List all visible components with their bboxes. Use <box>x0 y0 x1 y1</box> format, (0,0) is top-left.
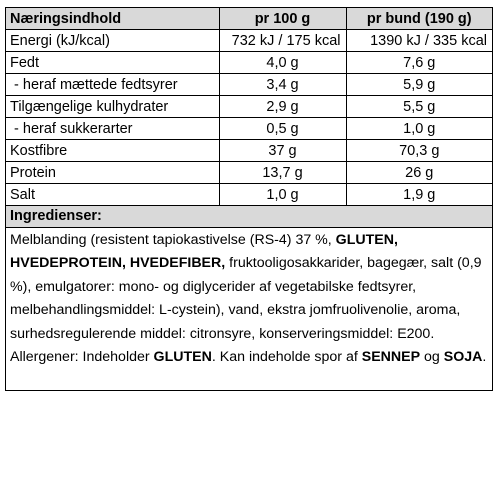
table-header-row <box>6 8 492 30</box>
allergen-highlight: SENNEP <box>361 349 421 366</box>
nutrition-label <box>5 7 493 391</box>
value-per-100g: 1,0 g <box>219 184 346 206</box>
nutrient-label: Fedt <box>6 52 219 74</box>
value-per-100g: 13,7 g <box>219 162 346 184</box>
value-per-base: 7,6 g <box>346 52 492 74</box>
value-per-base: 1,9 g <box>346 184 492 206</box>
value-per-base: 5,5 g <box>346 96 492 118</box>
ingredient-segment: . <box>482 349 487 366</box>
value-per-100g: 732 kJ / 175 kcal <box>219 30 346 52</box>
ingredients-text <box>6 228 492 369</box>
value-per-100g: 37 g <box>219 140 346 162</box>
nutrient-label: - heraf sukkerarter <box>6 118 219 140</box>
nutrient-label: Kostfibre <box>6 140 219 162</box>
allergen-highlight: GLUTEN <box>153 349 212 366</box>
table-row <box>6 184 492 206</box>
table-row <box>6 162 492 184</box>
nutrition-table <box>6 8 492 206</box>
table-row <box>6 96 492 118</box>
allergen-highlight: GLUTEN, HVEDEPROTEIN, HVEDEFIBER, <box>10 232 398 272</box>
value-per-100g: 3,4 g <box>219 74 346 96</box>
nutrient-label: Salt <box>6 184 219 206</box>
value-per-100g: 4,0 g <box>219 52 346 74</box>
table-row <box>6 140 492 162</box>
allergen-highlight: SOJA <box>443 349 483 366</box>
ingredient-segment: Melblanding (resistent tapiokastivelse (RS-4) 37 %, <box>10 232 336 248</box>
table-row <box>6 74 492 96</box>
value-per-base: 26 g <box>346 162 492 184</box>
ingredient-segment: . Kan indeholde spor af <box>211 349 362 366</box>
value-per-base: 1,0 g <box>346 118 492 140</box>
header-nutrient: Næringsindhold <box>6 8 219 30</box>
ingredient-segment: fruktooligosakkarider, bagegær, salt (0,9 %), emulgatorer: mono- og diglycerider af vegetabilske fedtsyrer, melbehandlingsmiddel: L-cystein), vand, ekstra jomfruolivenolie, aroma, surhedsregulerende middel: citronsyre, konserveringsmiddel: E200. Allergener: Indeholder <box>10 255 482 366</box>
table-row <box>6 30 492 52</box>
value-per-100g: 2,9 g <box>219 96 346 118</box>
header-per-base: pr bund (190 g) <box>346 8 492 30</box>
nutrient-label: Tilgængelige kulhydrater <box>6 96 219 118</box>
ingredient-segment: og <box>420 349 444 366</box>
nutrient-label: - heraf mættede fedtsyrer <box>6 74 219 96</box>
table-row <box>6 52 492 74</box>
value-per-base: 1390 kJ / 335 kcal <box>346 30 492 52</box>
ingredients-heading: Ingredienser: <box>6 206 492 228</box>
value-per-base: 5,9 g <box>346 74 492 96</box>
table-row <box>6 118 492 140</box>
value-per-100g: 0,5 g <box>219 118 346 140</box>
value-per-base: 70,3 g <box>346 140 492 162</box>
nutrient-label: Energi (kJ/kcal) <box>6 30 219 52</box>
nutrient-label: Protein <box>6 162 219 184</box>
header-per-100g: pr 100 g <box>219 8 346 30</box>
